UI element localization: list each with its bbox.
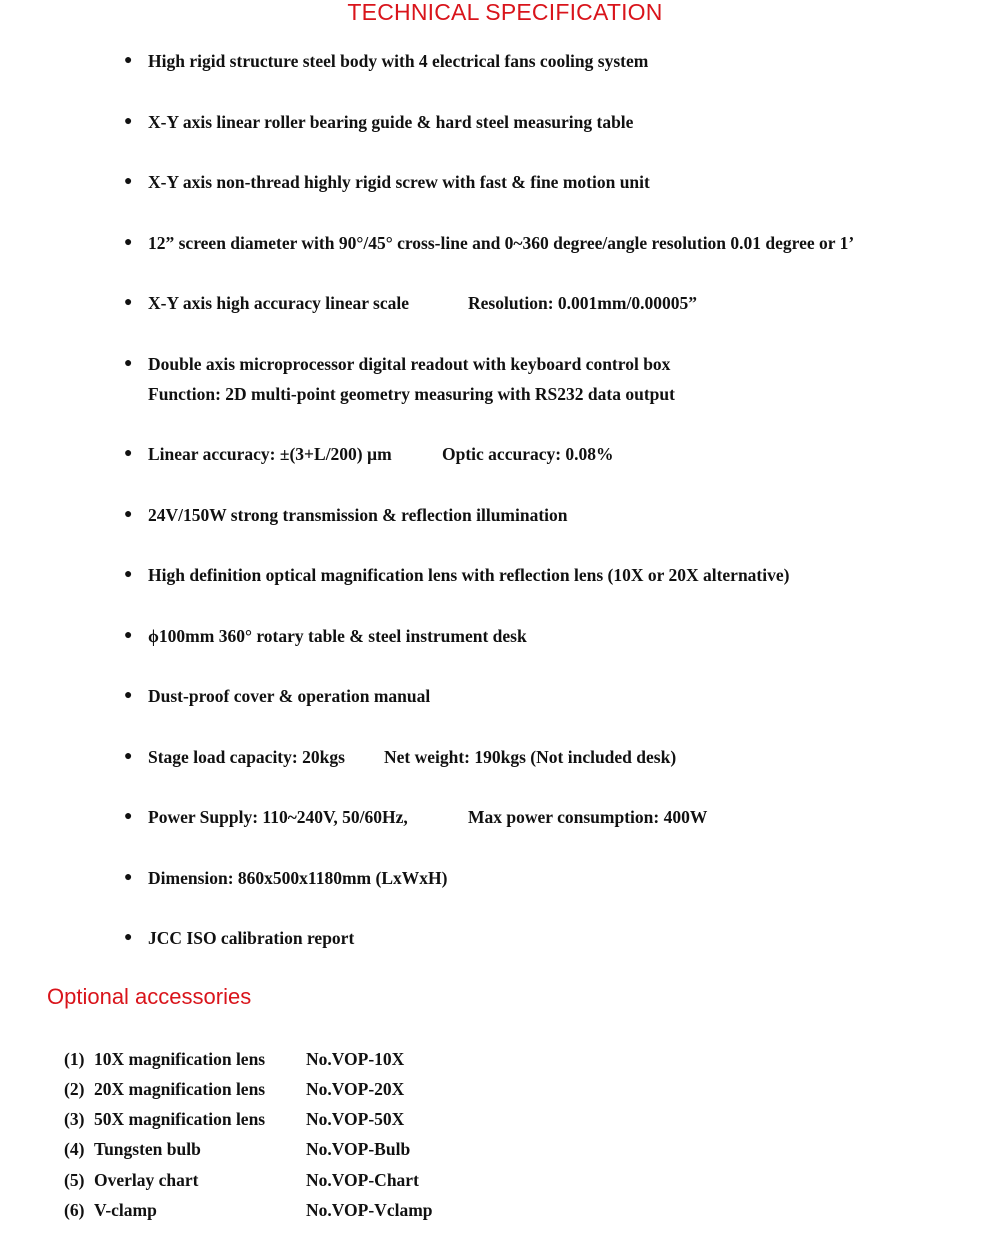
spec-text: Linear accuracy: ±(3+L/200) µm [148, 444, 392, 464]
spec-text: X-Y axis non-thread highly rigid screw with fast & fine motion unit [148, 172, 650, 192]
accessory-name: Tungsten bulb [94, 1139, 201, 1159]
bullet-icon: ● [124, 688, 133, 703]
spec-text: 12” screen diameter with 90°/45° cross-line and 0~360 degree/angle resolution 0.01 degree or 1’ [148, 233, 855, 253]
bullet-icon: ● [124, 749, 133, 764]
spec-text: Stage load capacity: 20kgs [148, 747, 345, 767]
spec-text: Power Supply: 110~240V, 50/60Hz, [148, 807, 408, 827]
spec-power-consumption-text: Max power consumption: 400W [468, 807, 708, 827]
bullet-icon: ● [124, 53, 133, 68]
section-title-optional-accessories: Optional accessories [47, 984, 252, 1009]
bullet-icon: ● [124, 295, 133, 310]
bullet-icon: ● [124, 930, 133, 945]
accessory-code: No.VOP-Vclamp [306, 1200, 433, 1220]
accessory-name: 50X magnification lens [94, 1109, 266, 1129]
accessory-row [64, 1134, 664, 1164]
spec-optic-accuracy-text: Optic accuracy: 0.08% [442, 444, 614, 464]
spec-text: High rigid structure steel body with 4 electrical fans cooling system [148, 51, 649, 71]
accessory-code: No.VOP-50X [306, 1109, 405, 1129]
accessory-code: No.VOP-10X [306, 1049, 405, 1069]
accessory-code: No.VOP-20X [306, 1079, 405, 1099]
spec-text: Double axis microprocessor digital readout with keyboard control box [148, 354, 671, 374]
accessory-code: No.VOP-Bulb [306, 1139, 411, 1159]
spec-text: 24V/150W strong transmission & reflection illumination [148, 505, 568, 525]
accessory-row [64, 1195, 664, 1225]
accessory-name: 10X magnification lens [94, 1049, 266, 1069]
page-title: TECHNICAL SPECIFICATION [347, 0, 663, 25]
spec-net-weight-text: Net weight: 190kgs (Not included desk) [384, 747, 677, 767]
accessory-number: (1) [64, 1049, 85, 1069]
bullet-icon: ● [124, 809, 133, 824]
bullet-icon: ● [124, 870, 133, 885]
bullet-icon: ● [124, 507, 133, 522]
spec-text: JCC ISO calibration report [148, 928, 355, 948]
accessory-number: (6) [64, 1200, 85, 1220]
accessory-row [64, 1074, 664, 1104]
accessory-number: (3) [64, 1109, 85, 1129]
accessory-number: (5) [64, 1170, 85, 1190]
accessory-code: No.VOP-Chart [306, 1170, 419, 1190]
bullet-icon: ● [124, 174, 133, 189]
accessory-row [64, 1165, 664, 1195]
bullet-icon: ● [124, 356, 133, 371]
accessory-number: (4) [64, 1139, 85, 1159]
spec-text: Dust-proof cover & operation manual [148, 686, 431, 706]
spec-text: High definition optical magnification lens with reflection lens (10X or 20X alternative) [148, 565, 790, 585]
spec-text: ϕ100mm 360° rotary table & steel instrument desk [148, 626, 527, 646]
accessory-row [64, 1104, 664, 1134]
accessory-number: (2) [64, 1079, 85, 1099]
spec-text: X-Y axis high accuracy linear scale [148, 293, 410, 313]
bullet-icon: ● [124, 446, 133, 461]
bullet-icon: ● [124, 114, 133, 129]
accessory-name: Overlay chart [94, 1170, 199, 1190]
accessory-name: V-clamp [94, 1200, 157, 1220]
bullet-icon: ● [124, 628, 133, 643]
spec-text: Dimension: 860x500x1180mm (LxWxH) [148, 868, 448, 888]
spec-resolution-text: Resolution: 0.001mm/0.00005” [468, 293, 697, 313]
spec-text-continuation: Function: 2D multi-point geometry measuring with RS232 data output [148, 384, 675, 404]
accessory-row [64, 1044, 664, 1074]
bullet-icon: ● [124, 567, 133, 582]
spec-text: X-Y axis linear roller bearing guide & hard steel measuring table [148, 112, 634, 132]
accessory-name: 20X magnification lens [94, 1079, 266, 1099]
bullet-icon: ● [124, 235, 133, 250]
